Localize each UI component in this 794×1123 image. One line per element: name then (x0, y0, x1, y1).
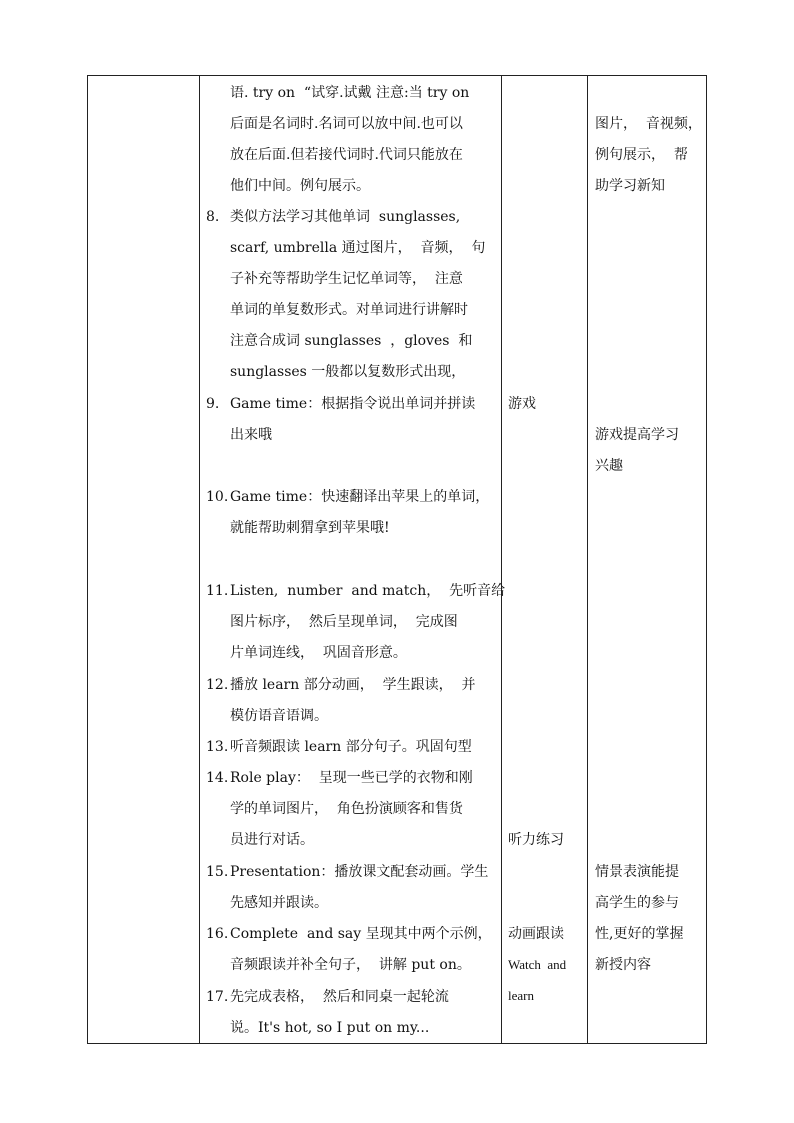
intent-text-line: 性,更好的掌握 (595, 926, 684, 942)
step-number: 17. (206, 989, 229, 1005)
step-text-line: 放在后面.但若接代词时.代词只能放在 (230, 147, 463, 163)
step-text-line: 员进行对话。 (230, 832, 314, 848)
intent-text-line: 新授内容 (595, 957, 651, 973)
step-text-line: 注意合成词 sunglasses ，gloves 和 (230, 333, 473, 349)
step-text-line: 模仿语音语调。 (230, 708, 328, 724)
step-text-line: Game time：快速翻译出苹果上的单词， (230, 489, 490, 505)
intent-text-line: 游戏提高学习 (595, 427, 679, 443)
step-text-line: 出来哦 (230, 427, 272, 443)
step-number: 16. (206, 926, 229, 942)
activity-label: learn (508, 988, 534, 1003)
step-text-line: 他们中间。例句展示。 (230, 178, 370, 194)
activity-label: 动画跟读 (508, 926, 564, 942)
step-number: 14. (206, 770, 229, 786)
column-divider (587, 76, 588, 1043)
step-text-line: Presentation：播放课文配套动画。学生 (230, 864, 489, 880)
step-text-line: 说。It's hot, so I put on my... (230, 1020, 430, 1036)
step-number: 12. (206, 677, 229, 693)
step-text-line: 语. try on “试穿.试戴 注意:当 try on (230, 85, 470, 101)
step-text-line: 图片标序， 然后呈现单词， 完成图 (230, 614, 458, 630)
step-number: 9. (206, 396, 220, 412)
step-text-line: 就能帮助刺猬拿到苹果哦! (230, 520, 390, 536)
step-text-line: 后面是名词时.名词可以放中间.也可以 (230, 116, 463, 132)
step-text-line: 先完成表格， 然后和同桌一起轮流 (230, 989, 449, 1005)
step-text-line: 播放 learn 部分动画， 学生跟读， 并 (230, 677, 476, 693)
intent-text-line: 助学习新知 (595, 178, 665, 194)
step-text-line: scarf, umbrella 通过图片， 音频， 句 (230, 240, 486, 256)
step-text-line: 音频跟读并补全句子， 讲解 put on。 (230, 957, 471, 973)
step-text-line: Listen, number and match， 先听音给 (230, 583, 506, 599)
intent-text-line: 图片， 音视频， (595, 116, 702, 132)
step-text-line: 子补充等帮助学生记忆单词等， 注意 (230, 271, 463, 287)
step-text-line: sunglasses 一般都以复数形式出现， (230, 364, 466, 380)
step-text-line: 类似方法学习其他单词 sunglasses, (230, 209, 461, 225)
column-divider (199, 76, 200, 1043)
step-number: 11. (206, 583, 229, 599)
activity-label: 游戏 (508, 396, 536, 412)
step-text-line: Game time：根据指令说出单词并拼读 (230, 396, 476, 412)
intent-text-line: 情景表演能提 (595, 864, 679, 880)
intent-text-line: 例句展示， 帮 (595, 147, 688, 163)
activity-label: 听力练习 (508, 832, 564, 848)
step-text-line: 先感知并跟读。 (230, 895, 328, 911)
column-divider (501, 76, 502, 1043)
step-text-line: 单词的单复数形式。对单词进行讲解时 (230, 302, 468, 318)
step-text-line: 片单词连线， 巩固音形意。 (230, 645, 407, 661)
activity-label: Watch and (508, 957, 567, 972)
intent-text-line: 兴趣 (595, 458, 623, 474)
step-text-line: Complete and say 呈现其中两个示例， (230, 926, 492, 942)
intent-text-line: 高学生的参与 (595, 895, 679, 911)
step-number: 10. (206, 489, 229, 505)
step-text-line: 学的单词图片， 角色扮演顾客和售货 (230, 801, 463, 817)
step-text-line: Role play： 呈现一些已学的衣物和刚 (230, 770, 473, 786)
step-text-line: 听音频跟读 learn 部分句子。巩固句型 (230, 739, 472, 755)
step-number: 15. (206, 864, 229, 880)
step-number: 8. (206, 209, 220, 225)
step-number: 13. (206, 739, 229, 755)
